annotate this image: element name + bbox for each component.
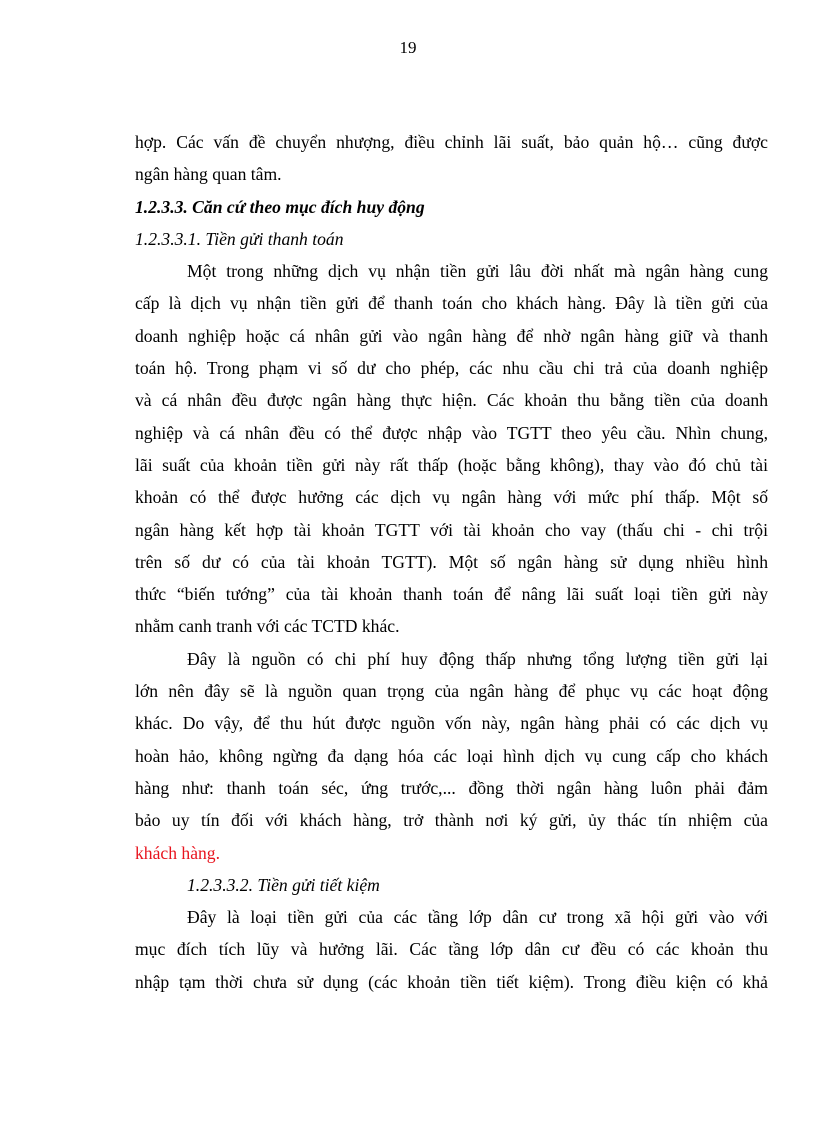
paragraph-low-cost-source <box>135 643 768 869</box>
page-number: 19 <box>399 38 417 57</box>
paragraph-intro <box>135 126 768 191</box>
text-line: doanh nghiệp hoặc cá nhân gửi vào ngân hàng để nhờ ngân hàng giữ và thanh <box>135 325 768 346</box>
paragraph-payment-deposits <box>135 255 768 643</box>
text-line: hoàn hảo, không ngừng đa dạng hóa các loại hình dịch vụ cung cấp cho khách <box>135 745 768 766</box>
text-line: hàng như: thanh toán séc, ứng trước,... đồng thời ngân hàng luôn phải đảm <box>135 777 768 798</box>
section-heading: 1.2.3.3. Căn cứ theo mục đích huy động <box>135 196 425 217</box>
text-line: toán hộ. Trong phạm vi số dư cho phép, các nhu cầu chi trả của doanh nghiệp <box>135 358 768 379</box>
text-line: khoản có thể được hưởng các dịch vụ ngân hàng với mức phí thấp. Một số <box>135 487 768 508</box>
subsection-heading: 1.2.3.3.2. Tiền gửi tiết kiệm <box>187 874 380 895</box>
text-line: mục đích tích lũy và hưởng lãi. Các tầng lớp dân cư đều có các khoản thu <box>135 939 768 960</box>
text-line: nhập tạm thời chưa sử dụng (các khoản tiền tiết kiệm). Trong điều kiện có khả <box>135 971 768 992</box>
paragraph-savings-deposits <box>135 901 768 998</box>
text-line: Đây là loại tiền gửi của các tầng lớp dân cư trong xã hội gửi vào với <box>187 907 768 928</box>
text-line: ngân hàng kết hợp tài khoản TGTT với tài khoản cho vay (thấu chi - chi trội <box>135 519 768 540</box>
text-line: hợp. Các vấn đề chuyển nhượng, điều chỉnh lãi suất, bảo quản hộ… cũng được <box>135 132 768 152</box>
text-line: Một trong những dịch vụ nhận tiền gửi lâu đời nhất mà ngân hàng cung <box>187 261 768 282</box>
text-line: khác. Do vậy, để thu hút được nguồn vốn này, ngân hàng phải có các dịch vụ <box>135 713 768 734</box>
text-line: nhằm canh tranh với các TCTD khác. <box>135 616 400 637</box>
text-line: cấp là dịch vụ nhận tiền gửi để thanh toán cho khách hàng. Đây là tiền gửi của <box>135 293 768 314</box>
highlighted-text: khách hàng. <box>135 842 221 863</box>
document-body <box>135 126 768 998</box>
text-line: thức “biến tướng” của tài khoản thanh toán để nâng lãi suất loại tiền gửi này <box>135 584 768 605</box>
subsection-heading: 1.2.3.3.1. Tiền gửi thanh toán <box>135 228 344 249</box>
text-line: bảo uy tín đối với khách hàng, trở thành nơi ký gửi, ủy thác tín nhiệm của <box>135 810 768 831</box>
text-line: lãi suất của khoản tiền gửi này rất thấp (hoặc bằng không), thay vào đó chủ tài <box>135 454 768 475</box>
text-line: và cá nhân đều được ngân hàng thực hiện. Các khoản thu bằng tiền của doanh <box>135 390 768 411</box>
text-line: nghiệp và cá nhân đều có thể được nhập vào TGTT theo yêu cầu. Nhìn chung, <box>135 422 768 443</box>
text-line: ngân hàng quan tâm. <box>135 164 282 185</box>
text-line: Đây là nguồn có chi phí huy động thấp nhưng tổng lượng tiền gửi lại <box>187 648 768 669</box>
text-line: lớn nên đây sẽ là nguồn quan trọng của ngân hàng để phục vụ các hoạt động <box>135 681 768 702</box>
text-line: trên số dư có của tài khoản TGTT). Một số ngân hàng sử dụng nhiều hình <box>135 551 768 572</box>
